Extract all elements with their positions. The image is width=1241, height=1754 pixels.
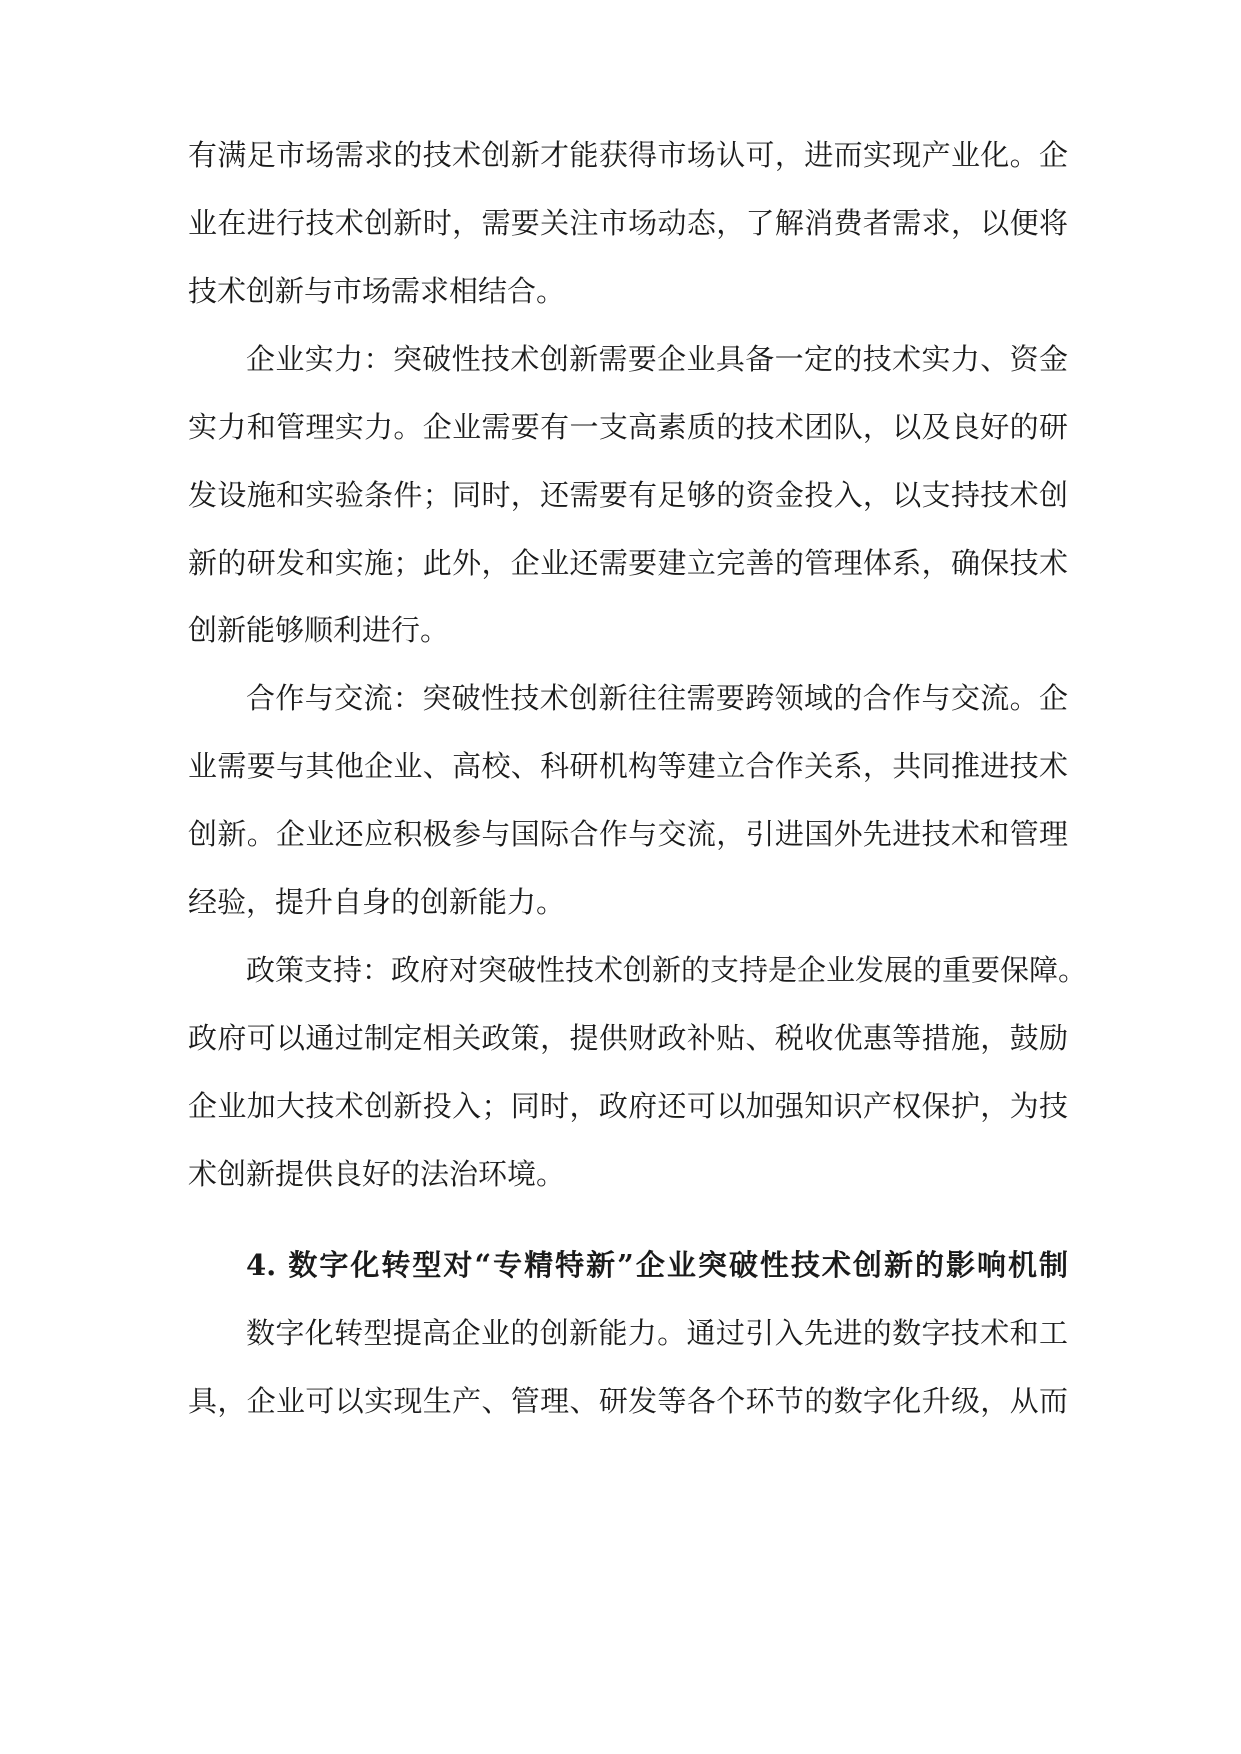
paragraph-line: 技术创新与市场需求相结合。 — [188, 274, 566, 308]
paragraph-line: 数字化转型提高企业的创新能力。通过引入先进的数字技术和工 — [246, 1316, 1068, 1350]
paragraph-line: 实力和管理实力。企业需要有一支高素质的技术团队，以及良好的研 — [188, 410, 1068, 444]
paragraph-line: 业在进行技术创新时，需要关注市场动态，了解消费者需求，以便将 — [188, 206, 1068, 240]
paragraph-line: 政策支持：政府对突破性技术创新的支持是企业发展的重要保障。 — [246, 953, 1088, 987]
paragraph-line: 业需要与其他企业、高校、科研机构等建立合作关系，共同推进技术 — [188, 749, 1068, 783]
paragraph-line: 有满足市场需求的技术创新才能获得市场认可，进而实现产业化。企 — [188, 138, 1068, 172]
paragraph-line: 具，企业可以实现生产、管理、研发等各个环节的数字化升级，从而 — [188, 1384, 1068, 1418]
paragraph-line: 创新。企业还应积极参与国际合作与交流，引进国外先进技术和管理 — [188, 817, 1068, 851]
paragraph-line: 经验，提升自身的创新能力。 — [188, 885, 566, 919]
paragraph-line: 发设施和实验条件；同时，还需要有足够的资金投入，以支持技术创 — [188, 478, 1068, 512]
paragraph-line: 合作与交流：突破性技术创新往往需要跨领域的合作与交流。企 — [246, 681, 1068, 715]
paragraph-line: 企业实力：突破性技术创新需要企业具备一定的技术实力、资金 — [246, 342, 1068, 376]
paragraph-line: 政府可以通过制定相关政策，提供财政补贴、税收优惠等措施，鼓励 — [188, 1021, 1068, 1055]
paragraph-line: 术创新提供良好的法治环境。 — [188, 1157, 566, 1191]
paragraph-line: 创新能够顺利进行。 — [188, 613, 450, 647]
paragraph-line: 新的研发和实施；此外，企业还需要建立完善的管理体系，确保技术 — [188, 546, 1068, 580]
paragraph-line: 企业加大技术创新投入；同时，政府还可以加强知识产权保护，为技 — [188, 1089, 1068, 1123]
section-heading: 4. 数字化转型对“专精特新”企业突破性技术创新的影响机制 — [246, 1248, 1068, 1282]
